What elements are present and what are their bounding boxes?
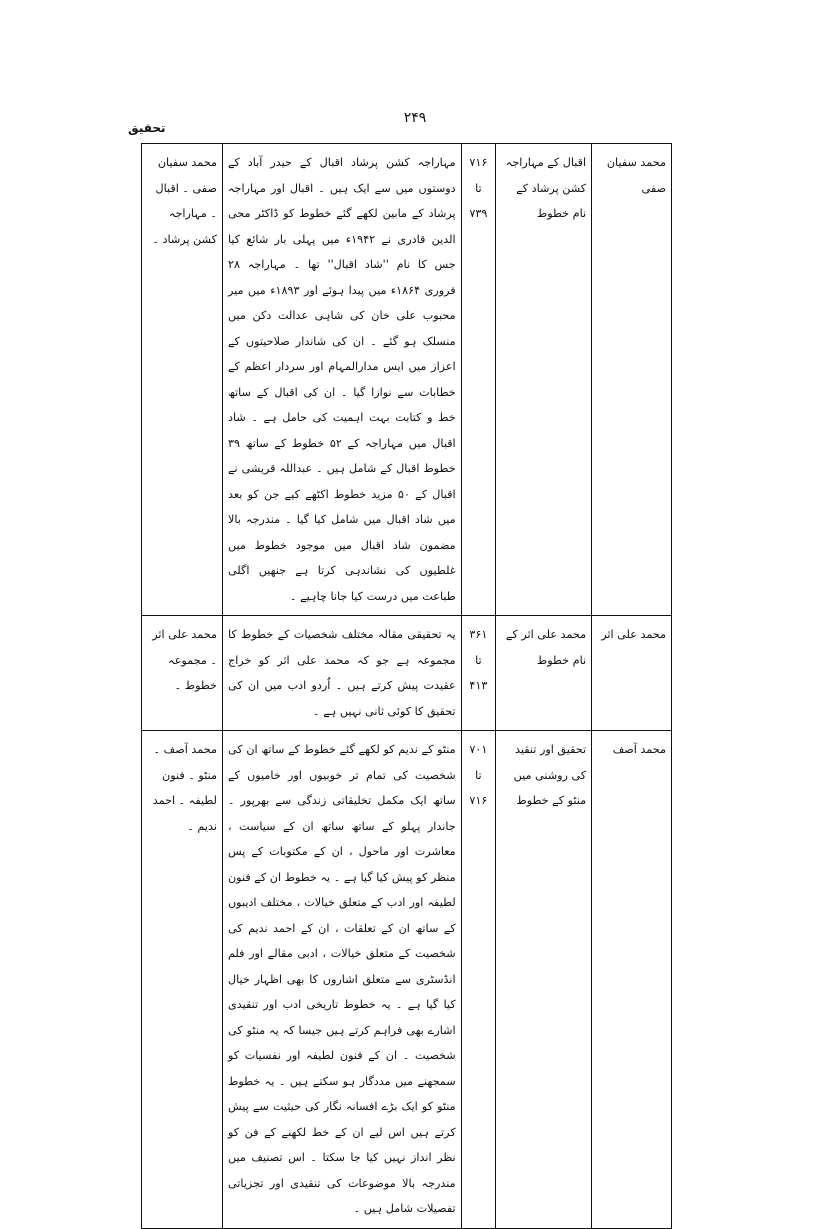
page-end: ۷۱۶: [469, 794, 488, 807]
author-cell: محمد سفیان صفی: [592, 144, 672, 616]
page-start: ۳۶۱: [469, 628, 488, 641]
author-cell: محمد علی اثر: [592, 616, 672, 731]
page-start: ۷۱۶: [469, 156, 488, 169]
page-end: ۷۳۹: [469, 207, 488, 220]
page-range-separator: تا: [475, 653, 482, 667]
table-row: [142, 731, 672, 1229]
pages-cell: [461, 144, 495, 616]
table-row: [142, 144, 672, 616]
table-row: [142, 616, 672, 731]
page-end: ۴۱۳: [469, 679, 488, 692]
pages-cell: [461, 616, 495, 731]
summary-cell: مہاراجہ کشن پرشاد اقبال کے حیدر آباد کے دوستوں میں سے ایک ہیں ۔ اقبال اور مہاراجہ پرشاد کے مابین لکھے گئے خطوط کو ڈاکٹر محی الدین قادری نے ۱۹۴۲ء میں پہلی بار شائع کیا جس کا نام ''شاد اقبال'' تھا ۔ مہاراجہ ۲۸ فروری ۱۸۶۴ء میں پیدا ہوئے اور ۱۸۹۳ء میں میر محبوب علی خان کی شاہی عدالت دکن میں منسلک ہو گئے ۔ ان کی شاندار صلاحیتوں کے اعزاز میں ایس مدارالمہام اور سردار اعظم کے خطابات سے نوازا گیا ۔ ان کی اقبال کے ساتھ خط و کتابت بہت اہمیت کی حامل ہے ۔ شاد اقبال میں مہاراجہ کے ۵۲ خطوط کے ساتھ ۳۹ خطوط اقبال کے شامل ہیں ۔ عبداللہ قریشی نے اقبال کے ۵۰ مزید خطوط اکٹھے کیے جن کو بعد میں شاد اقبال میں شامل کیا گیا ۔ مندرجہ بالا مضمون شاد اقبال میں موجود خطوط میں غلطیوں کی نشاندہی کرتا ہے جنھیں اگلی طباعت میں درست کیا جانا چاہیے ۔: [222, 144, 461, 616]
running-head: تحقیق: [128, 121, 166, 135]
pages-cell: [461, 731, 495, 1229]
summary-cell: منٹو کے ندیم کو لکھے گئے خطوط کے ساتھ ان کی شخصیت کی تمام تر خوبیوں اور خامیوں کے ساتھ ایک مکمل تخلیقاتی زندگی سے بھرپور ۔ جاندار پہلو کے ساتھ ساتھ ان کے سیاست ، معاشرت اور ماحول ، ان کے مکتوبات کے پس منظر کو پیش کیا گیا ہے ۔ یہ خطوط ان کے فنون لطیفہ اور ادب کے متعلق خیالات ، مختلف ادیبوں کے ساتھ ان کے تعلقات ، ان کے احمد ندیم کی شخصیت کے متعلق خیالات ، ادبی مقالے اور فلم انڈسٹری سے متعلق اشاروں کا بھی اظہار خیال کیا گیا ہے ۔ یہ خطوط تاریخی ادب اور تنقیدی اشارے بھی فراہم کرتے ہیں جیسا کہ یہ منٹو کی شخصیت ۔ ان کے فنون لطیفہ اور نفسیات کو سمجھنے میں مددگار ہو سکتے ہیں ۔ یہ خطوط منٹو کو ایک بڑے افسانہ نگار کی حیثیت سے پیش کرتے ہیں اس لیے ان کے خط لکھنے کے فن کو نظر انداز نہیں کیا جا سکتا ۔ اس تصنیف میں مندرجہ بالا موضوعات کی تنقیدی اور تجزیاتی تفصیلات شامل ہیں ۔: [222, 731, 461, 1229]
author-cell: محمد آصف: [592, 731, 672, 1229]
title-cell: محمد علی اثر کے نام خطوط: [496, 616, 592, 731]
page-range-separator: تا: [475, 181, 482, 195]
keywords-cell: محمد سفیان صفی ۔ اقبال ۔ مہاراجہ کشن پرشاد ۔: [142, 144, 223, 616]
keywords-cell: محمد آصف ۔ منٹو ۔ فنون لطیفہ ۔ احمد ندیم ۔: [142, 731, 223, 1229]
title-cell: تحقیق اور تنقید کی روشنی میں منٹو کے خطوط: [496, 731, 592, 1229]
page-start: ۷۰۱: [469, 743, 488, 756]
page-range-separator: تا: [475, 768, 482, 782]
page-number: ۲۴۹: [403, 110, 427, 126]
summary-cell: یہ تحقیقی مقالہ مختلف شخصیات کے خطوط کا مجموعہ ہے جو کہ محمد علی اثر کو خراج عقیدت پیش کرتے ہیں ۔ اُردو ادب میں ان کی تحقیق کا کوئی ثانی نہیں ہے ۔: [222, 616, 461, 731]
article-index-table: [141, 143, 672, 1229]
title-cell: اقبال کے مہاراجہ کشن پرشاد کے نام خطوط: [496, 144, 592, 616]
keywords-cell: محمد علی اثر ۔ مجموعہ خطوط ۔: [142, 616, 223, 731]
